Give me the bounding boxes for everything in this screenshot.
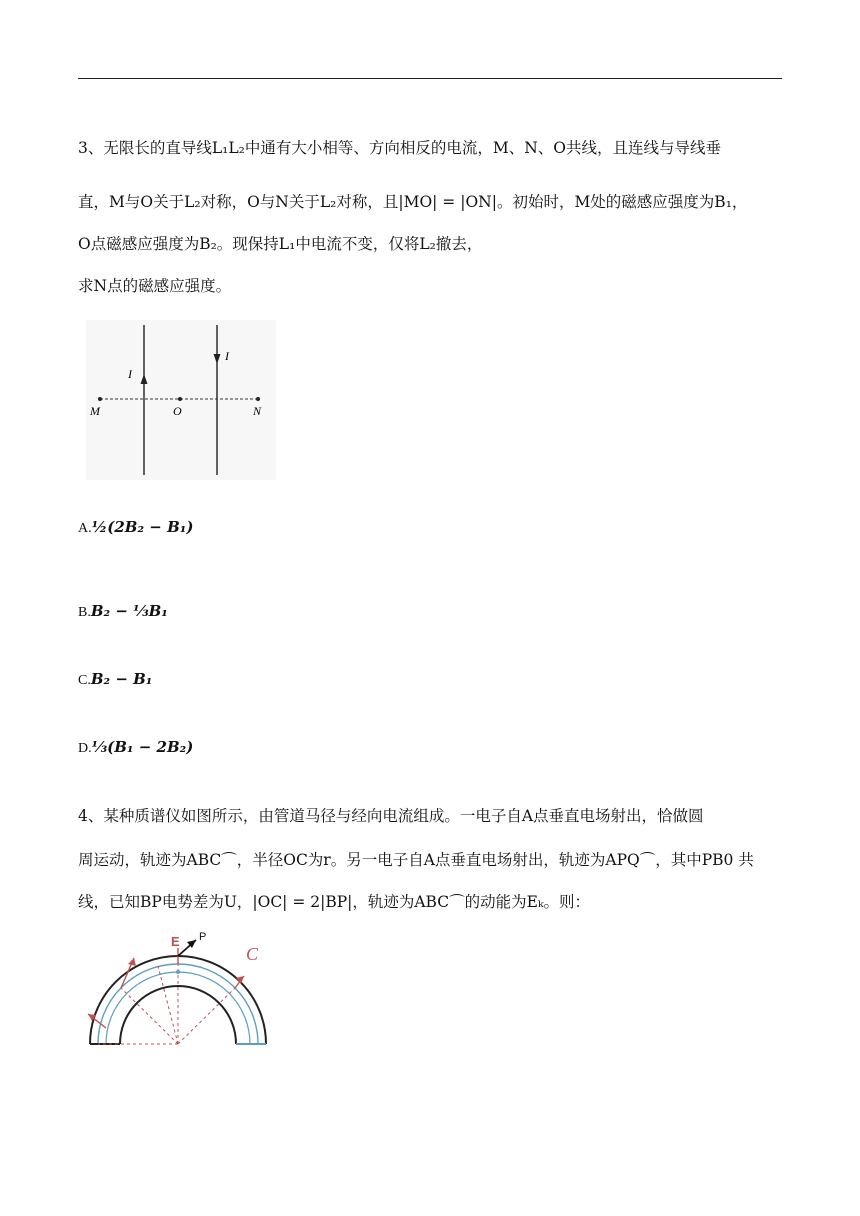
label-C: C xyxy=(246,944,259,964)
point-N xyxy=(256,397,260,401)
point-M xyxy=(98,397,102,401)
option-A-expr: ½(2B₂ − B₁) xyxy=(91,518,194,536)
option-D-label: D. xyxy=(78,741,92,756)
option-B-expr: B₂ − ⅓B₁ xyxy=(90,602,168,620)
q4-line-3: 线，已知BP电势差为U，|OC| = 2|BP|，轨迹为ABC⌒的动能为Eₖ。则： xyxy=(78,893,591,911)
point-O xyxy=(178,397,182,401)
label-M: M xyxy=(90,404,100,418)
q3-line-2: 直，M与O关于L₂对称，O与N关于L₂对称，且|MO| = |ON|。初始时，M处的磁感应强度为B₁， xyxy=(78,193,748,211)
field-arrow-icon xyxy=(128,958,136,966)
label-I-left: I xyxy=(128,367,132,381)
label-E: E xyxy=(171,934,180,949)
q3-wire-diagram xyxy=(86,320,276,480)
q3-line-3: O点磁感应强度为B₂。现保持L₁中电流不变，仅将L₂撤去， xyxy=(78,235,483,253)
q3-line-1: 3、无限长的直导线L₁L₂中通有大小相等、方向相反的电流，M、N、O共线，且连线与导线垂 xyxy=(78,139,722,157)
option-B[interactable] xyxy=(78,602,168,621)
option-D[interactable] xyxy=(78,738,193,757)
q4-line-1: 4、某种质谱仪如图所示，由管道马径与经向电流组成。一电子自A点垂直电场射出，恰做圆 xyxy=(78,807,704,825)
option-A[interactable] xyxy=(78,518,193,537)
option-B-label: B. xyxy=(78,605,91,620)
option-C-expr: B₂ − B₁ xyxy=(90,670,153,688)
option-A-label: A. xyxy=(78,521,92,536)
q4-line-2: 周运动，轨迹为ABC⌒，半径OC为r。另一电子自A点垂直电场射出，轨迹为APQ⌒，其中PB0 共 xyxy=(78,851,754,869)
q3-line-4: 求N点的磁感应强度。 xyxy=(78,277,232,295)
label-I-right: I xyxy=(225,349,229,363)
header-rule xyxy=(78,78,782,79)
label-P: P xyxy=(199,931,207,943)
option-C[interactable] xyxy=(78,670,152,689)
point-B xyxy=(176,970,180,974)
label-O: O xyxy=(173,404,182,418)
q4-spectrometer-diagram xyxy=(78,926,278,1050)
option-C-label: C. xyxy=(78,673,91,688)
option-D-expr: ⅓(B₁ − 2B₂) xyxy=(91,738,194,756)
label-N: N xyxy=(253,404,262,418)
